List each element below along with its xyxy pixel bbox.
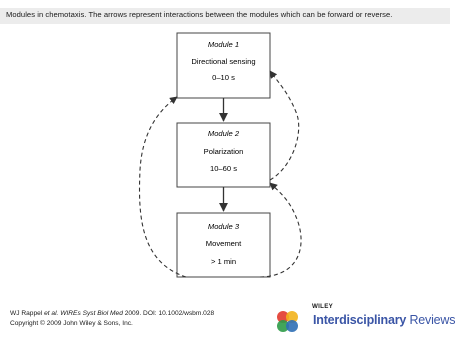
citation-journal: WIREs Syst Biol Med [60,310,123,317]
copyright-line: Copyright © 2009 John Wiley & Sons, Inc. [10,319,133,327]
wiley-logo [312,303,333,310]
citation-doi: 2009. DOI: 10.1002/wsbm.028 [122,310,215,317]
module-2-title: Module 2 [207,129,240,138]
brand-part1: Interdisciplinary [313,313,407,327]
module-1-title: Module 1 [207,40,240,49]
module-2-time: 10–60 s [209,164,238,173]
wiley-text: WILEY [312,303,334,310]
module-3-time: > 1 min [210,257,237,266]
module-1-name: Directional sensing [191,57,256,66]
module-3-name: Movement [205,239,242,248]
interdisciplinary-reviews-brand [313,313,455,327]
citation-authors: WJ Rappel [10,310,45,317]
interdisciplinary-reviews-logo-icon [277,311,298,332]
dashed-arrow-module2-to-module1-right [270,71,299,180]
module-2-name: Polarization [203,147,244,156]
figure-caption: Modules in chemotaxis. The arrows represent interactions between the modules which can be forward or reverse. [6,10,393,19]
footer-citation [10,309,214,328]
brand-part2: Reviews [406,313,455,327]
citation-etal: et al. [44,310,59,317]
citation-line [10,309,214,319]
module-3-title: Module 3 [207,222,240,231]
module-1-time: 0–10 s [212,73,235,82]
